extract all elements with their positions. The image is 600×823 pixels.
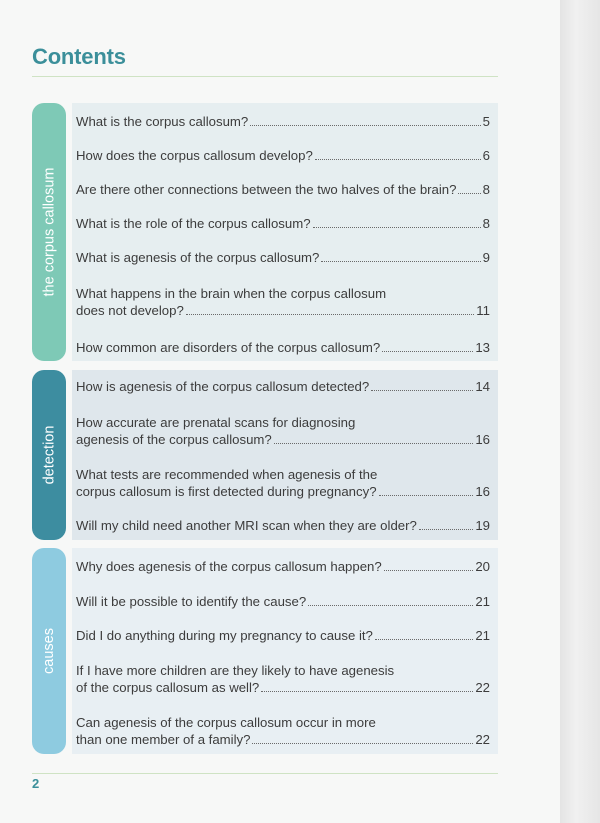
contents-entry[interactable] [76, 714, 490, 748]
entry-page-number: 11 [476, 303, 490, 318]
contents-section [32, 103, 498, 361]
dot-leader [375, 639, 473, 640]
entry-text: corpus callosum is first detected during pregnancy? [76, 484, 377, 499]
entry-page-number: 16 [475, 432, 490, 447]
section-tab-label: the corpus callosum [41, 167, 58, 297]
entry-text: What is agenesis of the corpus callosum? [76, 250, 320, 265]
entry-text: Why does agenesis of the corpus callosum happen? [76, 559, 382, 574]
dot-leader [315, 159, 481, 160]
entry-text: If I have more children are they likely to have agenesis [76, 663, 395, 678]
dot-leader [250, 125, 480, 126]
dot-leader [186, 314, 475, 315]
entry-page-number: 14 [475, 379, 490, 394]
entry-page-number: 22 [475, 680, 490, 695]
dot-leader [252, 743, 473, 744]
entry-text: Will my child need another MRI scan when they are older? [76, 518, 417, 533]
entry-page-number: 8 [482, 216, 490, 231]
entry-text: What is the role of the corpus callosum? [76, 216, 311, 231]
entry-page-number: 21 [475, 594, 490, 609]
entry-text: How accurate are prenatal scans for diagnosing [76, 415, 356, 430]
section-tab [32, 103, 66, 361]
dot-leader [274, 443, 474, 444]
contents-entry[interactable] [76, 285, 490, 319]
entry-text: What is the corpus callosum? [76, 114, 249, 129]
entry-text: Will it be possible to identify the cause? [76, 594, 307, 609]
page-title: Contents [32, 44, 126, 69]
entry-text: Can agenesis of the corpus callosum occur in more [76, 715, 376, 730]
dot-leader [313, 227, 481, 228]
dot-leader [371, 390, 473, 391]
contents-section [32, 370, 498, 540]
contents-entry[interactable] [76, 339, 490, 356]
entry-page-number: 21 [475, 628, 490, 643]
footer-divider [32, 773, 498, 774]
entry-text: Did I do anything during my pregnancy to cause it? [76, 628, 373, 643]
dot-leader [308, 605, 473, 606]
page-number: 2 [32, 776, 40, 791]
entry-page-number: 19 [475, 518, 490, 533]
entry-page-number: 5 [482, 114, 490, 129]
title-divider [32, 76, 498, 77]
contents-entry[interactable] [76, 181, 490, 198]
entry-page-number: 16 [475, 484, 490, 499]
entry-page-number: 6 [482, 148, 490, 163]
contents-entry[interactable] [76, 215, 490, 232]
section-tab [32, 370, 66, 540]
entry-text: than one member of a family? [76, 732, 251, 747]
facing-page-edge [560, 0, 600, 823]
entry-text: What happens in the brain when the corpus callosum [76, 286, 387, 301]
dot-leader [261, 691, 473, 692]
entry-text: does not develop? [76, 303, 184, 318]
entry-text: How common are disorders of the corpus callosum? [76, 340, 381, 355]
entry-page-number: 22 [475, 732, 490, 747]
dot-leader [379, 495, 474, 496]
section-tab [32, 548, 66, 754]
dot-leader [384, 570, 474, 571]
entry-text: of the corpus callosum as well? [76, 680, 260, 695]
section-tab-label: causes [41, 628, 58, 674]
contents-entry[interactable] [76, 662, 490, 696]
contents-entry[interactable] [76, 466, 490, 500]
entry-text: How is agenesis of the corpus callosum detected? [76, 379, 370, 394]
dot-leader [419, 529, 473, 530]
contents-entry[interactable] [76, 249, 490, 266]
contents-entry[interactable] [76, 147, 490, 164]
entry-text: How does the corpus callosum develop? [76, 148, 313, 163]
contents-entry[interactable] [76, 558, 490, 575]
entry-page-number: 8 [482, 182, 490, 197]
contents-section [32, 548, 498, 754]
contents-entry[interactable] [76, 517, 490, 534]
entry-page-number: 9 [482, 250, 490, 265]
entry-page-number: 20 [475, 559, 490, 574]
dot-leader [458, 193, 480, 194]
contents-entry[interactable] [76, 414, 490, 448]
dot-leader [321, 261, 480, 262]
section-tab-label: detection [41, 425, 58, 485]
entry-page-number: 13 [475, 340, 490, 355]
contents-entry[interactable] [76, 113, 490, 130]
contents-entry[interactable] [76, 378, 490, 395]
contents-entry[interactable] [76, 627, 490, 644]
entry-text: Are there other connections between the two halves of the brain? [76, 182, 457, 197]
section-panel [72, 370, 498, 540]
dot-leader [382, 351, 473, 352]
entry-text: What tests are recommended when agenesis of the [76, 467, 378, 482]
entry-text: agenesis of the corpus callosum? [76, 432, 272, 447]
contents-entry[interactable] [76, 593, 490, 610]
section-panel [72, 103, 498, 361]
